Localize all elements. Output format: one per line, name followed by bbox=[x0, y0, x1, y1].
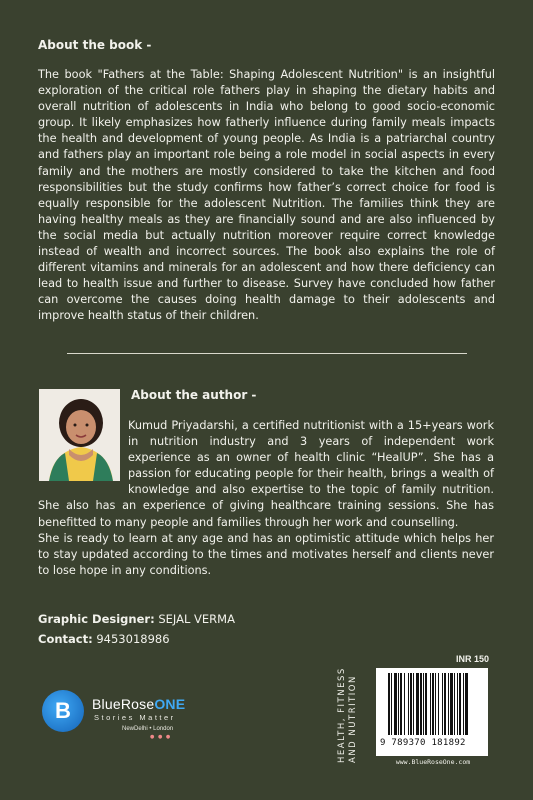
author-bio-paragraph-1: Kumud Priyadarshi, a certified nutritionist with a 15+years work in nutrition industry and 3 years of independent work experience as an owner of health clinic “HealUP”. She has a passion for educating people for their health, brings a wealth of knowledge and also expertise to the topic of family nutrition. She also has an experience of giving healthcare training sessions. She has benefitted to many people and families through her work and counselling. bbox=[38, 419, 494, 529]
publisher-name-main: BlueRose bbox=[92, 696, 155, 712]
author-bio-paragraph-2: She is ready to learn at any age and has an optimistic attitude which helps her to stay updated according to the times and motivates herself and clients never to lose hope in any conditions. bbox=[38, 531, 494, 577]
contact-credit bbox=[38, 632, 170, 646]
isbn-barcode bbox=[376, 668, 488, 756]
genre-label bbox=[337, 653, 359, 763]
price-label: INR 150 bbox=[456, 654, 490, 664]
publisher-website: www.BlueRoseOne.com bbox=[395, 758, 471, 766]
book-description: The book "Fathers at the Table: Shaping Adolescent Nutrition" is an insightful exploration of the critical role fathers play in shaping the dietary habits and overall nutrition of adolescents in India who belong to good socio-economic group. It likely emphasizes how fatherly influence during family meals impacts the health and development of young people. As India is a patriarchal country and fathers play an important role being a role model in social aspects in every family and the mothers are mostly considered to take the kitchen and food responsibilities but the study confirms how father’s correct choice for food is equally responsible for the adolescent Nutrition. The families think they are having healthy meals as they are financially sound and are also influenced by the social media but actually nutrition moreover require correct knowledge instead of wealth and incorrect sources. The book also explains the role of different vitamins and minerals for an adolescent and how there deficiency can lead to health issue and further to disease. Survey have concluded how father can overcome the causes doing health damage to their adolescents and improve health status of their children. bbox=[38, 68, 495, 323]
social-media-icons: ● ● ● bbox=[150, 734, 172, 740]
book-heading: About the book - bbox=[38, 38, 152, 52]
isbn-number: 9 789370 181892 bbox=[380, 738, 466, 748]
designer-name: SEJAL VERMA bbox=[158, 612, 235, 626]
contact-value: 9453018986 bbox=[96, 632, 170, 646]
publisher-name bbox=[92, 696, 185, 712]
designer-label: Graphic Designer: bbox=[38, 612, 155, 626]
barcode-bars-icon bbox=[388, 673, 480, 737]
genre-line-1: HEALTH, FITNESS bbox=[337, 667, 347, 763]
publisher-logo bbox=[42, 690, 242, 750]
designer-credit bbox=[38, 612, 235, 626]
publisher-tagline: Stories Matter bbox=[94, 713, 176, 722]
author-bio bbox=[38, 418, 494, 579]
publisher-cities: NewDelhi • London bbox=[122, 726, 174, 732]
publisher-name-accent: ONE bbox=[154, 696, 186, 712]
contact-label: Contact: bbox=[38, 632, 93, 646]
author-heading: About the author - bbox=[131, 388, 257, 402]
section-divider bbox=[67, 353, 467, 354]
genre-line-2: AND NUTRITION bbox=[348, 675, 358, 763]
publisher-logo-icon: B bbox=[42, 690, 84, 732]
